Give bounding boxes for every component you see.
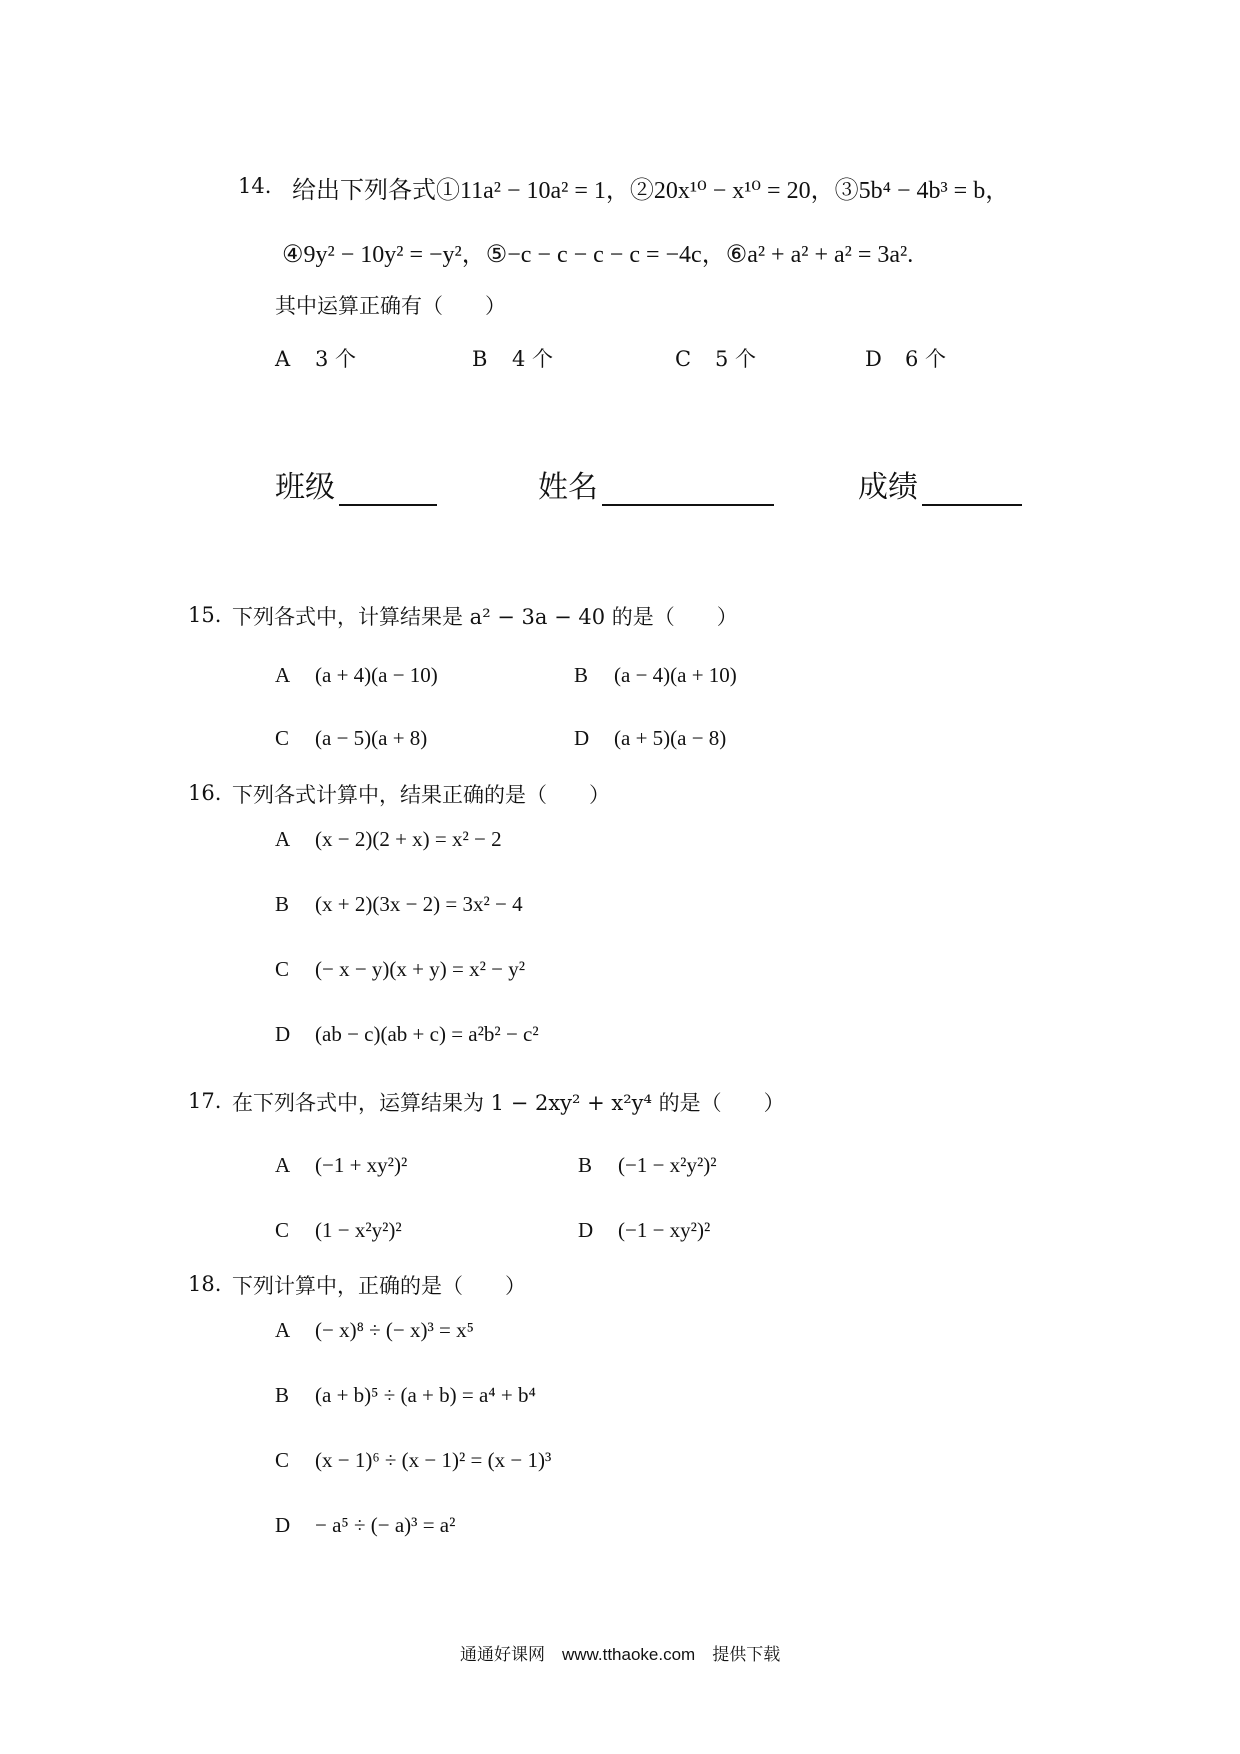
option-text: 6 个 xyxy=(905,347,947,371)
footer-text: 通通好课网 www.tthaoke.com 提供下载 xyxy=(460,1645,781,1664)
q14-option-a[interactable] xyxy=(275,343,356,373)
q14-prompt: 其中运算正确有（ ） xyxy=(275,294,506,318)
q18-option-d[interactable] xyxy=(275,1513,455,1538)
q15-option-a[interactable] xyxy=(275,663,438,688)
q18-option-a[interactable] xyxy=(275,1318,474,1343)
option-letter: C xyxy=(275,1218,290,1242)
q16-option-b[interactable] xyxy=(275,892,523,917)
option-letter: B xyxy=(578,1153,593,1177)
option-text: (1 − x²y²)² xyxy=(315,1218,402,1242)
q17-option-b[interactable] xyxy=(578,1153,717,1178)
option-text: (−1 − x²y²)² xyxy=(618,1153,717,1177)
option-letter: D xyxy=(275,1513,291,1537)
option-letter: A xyxy=(275,347,291,371)
class-field[interactable] xyxy=(275,462,437,506)
name-field[interactable] xyxy=(538,462,774,506)
option-text: (− x − y)(x + y) = x² − y² xyxy=(315,957,526,981)
option-text: (x − 1)⁶ ÷ (x − 1)² = (x − 1)³ xyxy=(315,1448,552,1472)
option-letter: B xyxy=(574,663,589,687)
option-letter: B xyxy=(275,892,290,916)
q14-stem-line2: ④9y² − 10y² = −y²，⑤−c − c − c − c = −4c，⑥a² + a² + a² = 3a². xyxy=(282,242,914,268)
q18-option-c[interactable] xyxy=(275,1448,551,1473)
option-text: (−1 − xy²)² xyxy=(618,1218,711,1242)
q18-option-b[interactable] xyxy=(275,1383,536,1408)
q15-option-d[interactable] xyxy=(574,726,726,751)
name-label: 姓名 xyxy=(538,470,598,505)
score-underline xyxy=(922,480,1022,506)
option-text: 5 个 xyxy=(715,347,757,371)
option-letter: B xyxy=(275,1383,290,1407)
option-letter: B xyxy=(472,347,488,371)
option-text: (x − 2)(2 + x) = x² − 2 xyxy=(315,827,502,851)
option-text: (a + 4)(a − 10) xyxy=(315,663,438,687)
option-letter: C xyxy=(275,726,290,750)
q14-option-d[interactable] xyxy=(865,343,946,373)
q16-option-d[interactable] xyxy=(275,1022,539,1047)
q14-number: 14. xyxy=(238,174,272,198)
option-text: (a − 4)(a + 10) xyxy=(614,663,737,687)
option-letter: C xyxy=(275,957,290,981)
option-text: (a + b)⁵ ÷ (a + b) = a⁴ + b⁴ xyxy=(315,1383,536,1407)
option-letter: D xyxy=(578,1218,594,1242)
option-text: − a⁵ ÷ (− a)³ = a² xyxy=(315,1513,456,1537)
option-letter: C xyxy=(675,347,692,371)
option-text: (x + 2)(3x − 2) = 3x² − 4 xyxy=(315,892,523,916)
q18-stem: 下列计算中，正确的是（ ） xyxy=(232,1274,526,1298)
option-letter: A xyxy=(275,663,291,687)
option-text: (− x)⁸ ÷ (− x)³ = x⁵ xyxy=(315,1318,474,1342)
q14-stem-line1: 给出下列各式①11a² − 10a² = 1，②20x¹⁰ − x¹⁰ = 20，③5b⁴ − 4b³ = b， xyxy=(292,178,1010,204)
option-letter: D xyxy=(574,726,590,750)
option-letter: A xyxy=(275,827,291,851)
class-underline xyxy=(339,480,437,506)
q14-option-b[interactable] xyxy=(472,343,553,373)
name-underline xyxy=(602,480,774,506)
q15-stem: 下列各式中，计算结果是 a² − 3a − 40 的是（ ） xyxy=(232,605,738,629)
class-label: 班级 xyxy=(275,470,335,505)
q16-option-a[interactable] xyxy=(275,827,502,852)
q16-stem: 下列各式计算中，结果正确的是（ ） xyxy=(232,783,610,807)
option-text: 3 个 xyxy=(315,347,357,371)
option-letter: D xyxy=(275,1022,291,1046)
option-text: (a + 5)(a − 8) xyxy=(614,726,727,750)
q15-option-b[interactable] xyxy=(574,663,737,688)
option-text: (ab − c)(ab + c) = a²b² − c² xyxy=(315,1022,539,1046)
q17-stem: 在下列各式中，运算结果为 1 − 2xy² + x²y⁴ 的是（ ） xyxy=(232,1091,785,1115)
q15-option-c[interactable] xyxy=(275,726,427,751)
option-text: (−1 + xy²)² xyxy=(315,1153,408,1177)
option-letter: C xyxy=(275,1448,290,1472)
q15-number: 15. xyxy=(188,603,222,627)
score-field[interactable] xyxy=(858,462,1022,506)
option-text: (a − 5)(a + 8) xyxy=(315,726,428,750)
q17-option-a[interactable] xyxy=(275,1153,407,1178)
q16-number: 16. xyxy=(188,781,222,805)
q16-option-c[interactable] xyxy=(275,957,525,982)
option-letter: D xyxy=(865,347,882,371)
q17-option-c[interactable] xyxy=(275,1218,402,1243)
q14-option-c[interactable] xyxy=(675,343,756,373)
q18-number: 18. xyxy=(188,1272,222,1296)
option-letter: A xyxy=(275,1153,291,1177)
q17-option-d[interactable] xyxy=(578,1218,710,1243)
q17-number: 17. xyxy=(188,1089,222,1113)
score-label: 成绩 xyxy=(858,470,918,505)
option-letter: A xyxy=(275,1318,291,1342)
option-text: 4 个 xyxy=(512,347,554,371)
